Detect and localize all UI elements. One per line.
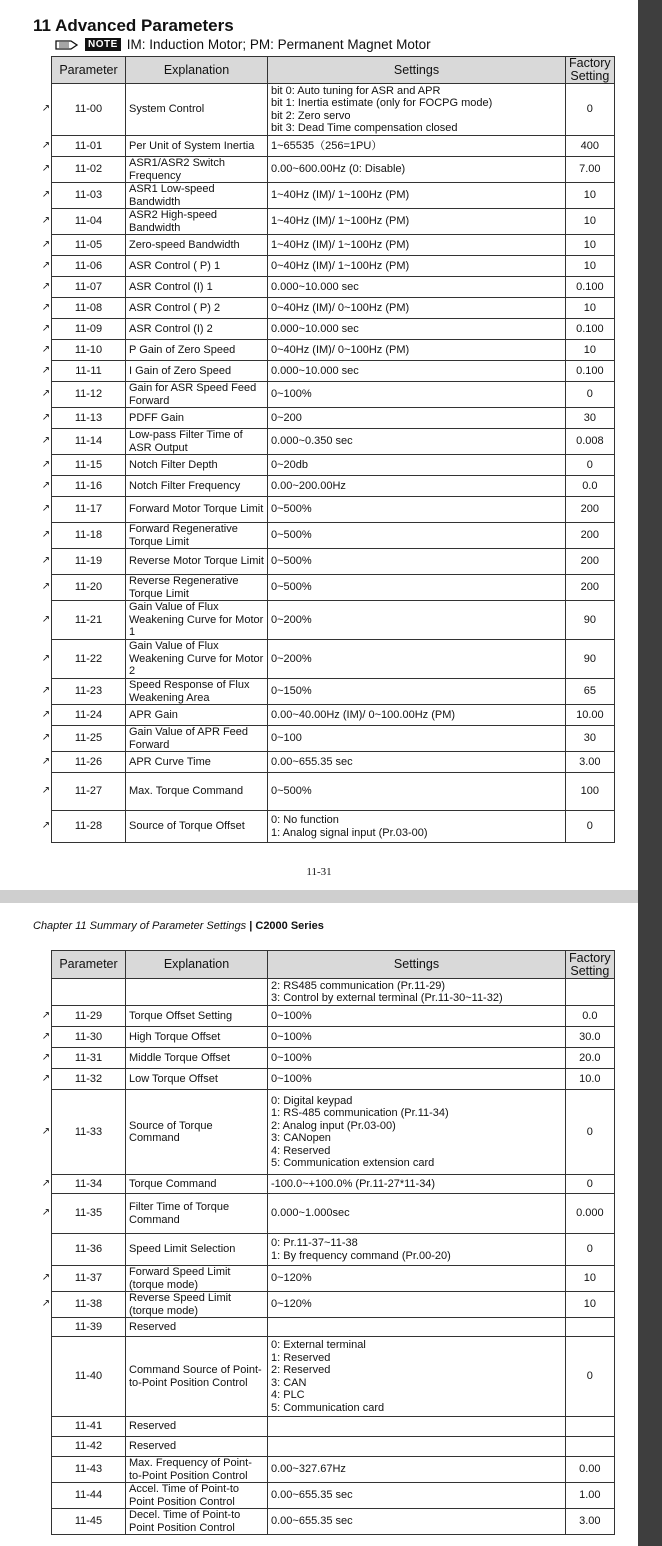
col-header-explanation: Explanation (126, 57, 268, 84)
factory-setting-cell: 10 (566, 1292, 615, 1318)
table-row (52, 256, 615, 277)
header-chapter: Chapter 11 Summary of Parameter Settings (33, 920, 247, 932)
settings-cell: 0~40Hz (IM)/ 1~100Hz (PM) (268, 256, 566, 277)
factory-setting-cell (566, 1318, 615, 1337)
factory-setting-cell: 10 (566, 256, 615, 277)
factory-setting-cell: 0.008 (566, 429, 615, 455)
param-cell: 11-28 (52, 811, 126, 843)
settings-cell: -100.0~+100.0% (Pr.11-27*11-34) (268, 1175, 566, 1194)
editable-while-running-icon: ↗ (41, 364, 51, 376)
param-cell: 11-26 (52, 752, 126, 773)
explanation-cell: I Gain of Zero Speed (126, 361, 268, 382)
param-cell: 11-02 (52, 157, 126, 183)
editable-while-running-icon: ↗ (41, 1298, 51, 1309)
explanation-cell: Command Source of Point-to-Point Position Control (126, 1337, 268, 1417)
editable-while-running-icon: ↗ (41, 301, 51, 313)
factory-setting-cell: 0.0 (566, 476, 615, 497)
page-number: 11-31 (306, 866, 332, 878)
factory-setting-cell: 10 (566, 183, 615, 209)
factory-setting-cell: 10 (566, 1266, 615, 1292)
factory-setting-cell: 10.00 (566, 705, 615, 726)
factory-setting-cell: 100 (566, 773, 615, 811)
editable-while-running-icon: ↗ (41, 435, 51, 446)
editable-while-running-icon: ↗ (41, 343, 51, 355)
settings-cell: 0.000~10.000 sec (268, 319, 566, 340)
explanation-cell: Reserved (126, 1318, 268, 1337)
settings-cell: 0~500% (268, 773, 566, 811)
factory-setting-cell: 0.0 (566, 1006, 615, 1027)
explanation-cell: APR Gain (126, 705, 268, 726)
table-row (52, 679, 615, 705)
settings-cell: 1~40Hz (IM)/ 1~100Hz (PM) (268, 183, 566, 209)
explanation-cell: Gain Value of APR Feed Forward (126, 726, 268, 752)
param-cell: 11-37 (52, 1266, 126, 1292)
settings-cell: 0~100% (268, 1027, 566, 1048)
table-row (52, 340, 615, 361)
table-row (52, 752, 615, 773)
editable-while-running-icon: ↗ (41, 1030, 51, 1042)
factory-setting-cell: 0.000 (566, 1194, 615, 1234)
factory-setting-cell: 0.100 (566, 319, 615, 340)
settings-cell: 0~120% (268, 1266, 566, 1292)
factory-setting-cell: 0 (566, 455, 615, 476)
table-row (52, 1234, 615, 1266)
table-row (52, 1437, 615, 1457)
col-header-factory-setting: Factory Setting (566, 57, 615, 84)
param-cell: 11-29 (52, 1006, 126, 1027)
table-row (52, 1483, 615, 1509)
explanation-cell: Gain Value of Flux Weakening Curve for Motor 1 (126, 601, 268, 640)
factory-setting-cell: 90 (566, 640, 615, 679)
settings-cell: 0: No function 1: Analog signal input (Pr.03-00) (268, 811, 566, 843)
factory-setting-cell: 65 (566, 679, 615, 705)
param-cell: 11-10 (52, 340, 126, 361)
explanation-cell: ASR Control ( P) 1 (126, 256, 268, 277)
settings-cell: 0.00~327.67Hz (268, 1457, 566, 1483)
running-header (33, 920, 324, 932)
explanation-cell: Accel. Time of Point-to Point Position Control (126, 1483, 268, 1509)
param-cell: 11-21 (52, 601, 126, 640)
note-label: NOTE (85, 38, 121, 51)
explanation-cell: Source of Torque Offset (126, 811, 268, 843)
editable-while-running-icon: ↗ (41, 652, 51, 664)
col-header-explanation: Explanation (126, 951, 268, 979)
table-row (52, 1509, 615, 1535)
explanation-cell: Speed Limit Selection (126, 1234, 268, 1266)
table-row (52, 549, 615, 575)
param-cell: 11-04 (52, 209, 126, 235)
table-row (52, 1266, 615, 1292)
table-row (52, 811, 615, 843)
explanation-cell: Reserved (126, 1437, 268, 1457)
explanation-cell: Reverse Regenerative Torque Limit (126, 575, 268, 601)
table-row (52, 773, 615, 811)
factory-setting-cell: 0 (566, 382, 615, 408)
factory-setting-cell (566, 979, 615, 1006)
param-cell: 11-35 (52, 1194, 126, 1234)
settings-cell: 0.000~10.000 sec (268, 361, 566, 382)
explanation-cell: ASR1/ASR2 Switch Frequency (126, 157, 268, 183)
editable-while-running-icon: ↗ (41, 388, 51, 399)
settings-cell (268, 1437, 566, 1457)
settings-cell: 0~20db (268, 455, 566, 476)
param-cell: 11-36 (52, 1234, 126, 1266)
editable-while-running-icon: ↗ (41, 581, 51, 592)
settings-cell (268, 1417, 566, 1437)
explanation-cell: Notch Filter Depth (126, 455, 268, 476)
col-header-settings: Settings (268, 951, 566, 979)
param-cell: 11-16 (52, 476, 126, 497)
editable-while-running-icon: ↗ (41, 1207, 51, 1218)
col-header-parameter: Parameter (52, 57, 126, 84)
factory-setting-cell: 0 (566, 811, 615, 843)
factory-setting-cell: 0.100 (566, 361, 615, 382)
factory-setting-cell: 0 (566, 1337, 615, 1417)
table-row (52, 1006, 615, 1027)
table-row (52, 1069, 615, 1090)
factory-setting-cell: 0 (566, 84, 615, 136)
table-row (52, 979, 615, 1006)
table-row (52, 84, 615, 136)
editable-while-running-icon: ↗ (41, 503, 51, 514)
table-row (52, 1027, 615, 1048)
factory-setting-cell: 0 (566, 1175, 615, 1194)
settings-cell: 1~40Hz (IM)/ 1~100Hz (PM) (268, 209, 566, 235)
settings-cell: 0~40Hz (IM)/ 0~100Hz (PM) (268, 340, 566, 361)
table-row (52, 1090, 615, 1175)
table-row (52, 1457, 615, 1483)
param-cell: 11-23 (52, 679, 126, 705)
editable-while-running-icon: ↗ (41, 820, 51, 831)
settings-cell: 0~150% (268, 679, 566, 705)
editable-while-running-icon: ↗ (41, 1072, 51, 1084)
table-row (52, 429, 615, 455)
table-row (52, 523, 615, 549)
table-row (52, 476, 615, 497)
factory-setting-cell (566, 1437, 615, 1457)
factory-setting-cell: 0 (566, 1090, 615, 1175)
settings-cell: 0: Digital keypad 1: RS-485 communication (Pr.11-34) 2: Analog input (Pr.03-00) 3: CANopen 4: Reserved 5: Communication extension card (268, 1090, 566, 1175)
col-header-settings: Settings (268, 57, 566, 84)
table-row (52, 455, 615, 476)
table-row (52, 157, 615, 183)
factory-setting-cell: 10 (566, 298, 615, 319)
settings-cell: 0.000~1.000sec (268, 1194, 566, 1234)
explanation-cell: Source of Torque Command (126, 1090, 268, 1175)
settings-cell: 0: Pr.11-37~11-38 1: By frequency command (Pr.00-20) (268, 1234, 566, 1266)
explanation-cell: Forward Motor Torque Limit (126, 497, 268, 523)
param-cell: 11-24 (52, 705, 126, 726)
editable-while-running-icon: ↗ (41, 479, 51, 491)
param-cell: 11-01 (52, 136, 126, 157)
settings-cell: 0~500% (268, 549, 566, 575)
factory-setting-cell: 200 (566, 497, 615, 523)
editable-while-running-icon: ↗ (41, 755, 51, 767)
table-row (52, 1318, 615, 1337)
editable-while-running-icon: ↗ (41, 103, 51, 114)
param-cell: 11-32 (52, 1069, 126, 1090)
settings-cell: 0~100% (268, 382, 566, 408)
explanation-cell: Gain Value of Flux Weakening Curve for Motor 2 (126, 640, 268, 679)
editable-while-running-icon: ↗ (41, 1125, 51, 1137)
explanation-cell: Filter Time of Torque Command (126, 1194, 268, 1234)
param-cell: 11-42 (52, 1437, 126, 1457)
explanation-cell: Gain for ASR Speed Feed Forward (126, 382, 268, 408)
settings-cell: 2: RS485 communication (Pr.11-29) 3: Control by external terminal (Pr.11-30~11-32) (268, 979, 566, 1006)
settings-cell: 1~40Hz (IM)/ 1~100Hz (PM) (268, 235, 566, 256)
header-separator: | (246, 920, 256, 932)
settings-cell: 0~200% (268, 601, 566, 640)
settings-cell: 0~200 (268, 408, 566, 429)
editable-while-running-icon: ↗ (41, 163, 51, 174)
settings-cell: 0.00~655.35 sec (268, 752, 566, 773)
settings-cell: 0.00~200.00Hz (268, 476, 566, 497)
explanation-cell: High Torque Offset (126, 1027, 268, 1048)
param-cell: 11-41 (52, 1417, 126, 1437)
param-cell: 11-00 (52, 84, 126, 136)
param-cell: 11-12 (52, 382, 126, 408)
param-cell: 11-11 (52, 361, 126, 382)
explanation-cell: Reserved (126, 1417, 268, 1437)
factory-setting-cell: 10 (566, 340, 615, 361)
settings-cell: 0~100% (268, 1069, 566, 1090)
header-series: C2000 Series (255, 920, 324, 932)
editable-while-running-icon: ↗ (41, 1009, 51, 1021)
explanation-cell: P Gain of Zero Speed (126, 340, 268, 361)
table-row (52, 235, 615, 256)
editable-while-running-icon: ↗ (41, 613, 51, 625)
editable-while-running-icon: ↗ (41, 529, 51, 540)
editable-while-running-icon: ↗ (41, 259, 51, 271)
factory-setting-cell: 30.0 (566, 1027, 615, 1048)
settings-cell: 0~500% (268, 523, 566, 549)
table-row (52, 705, 615, 726)
param-cell: 11-03 (52, 183, 126, 209)
factory-setting-cell: 20.0 (566, 1048, 615, 1069)
settings-cell: 0~100% (268, 1006, 566, 1027)
table-row (52, 136, 615, 157)
factory-setting-cell: 10.0 (566, 1069, 615, 1090)
param-cell: 11-07 (52, 277, 126, 298)
editable-while-running-icon: ↗ (41, 685, 51, 696)
explanation-cell: ASR Control (I) 2 (126, 319, 268, 340)
table-row (52, 1417, 615, 1437)
note-text: IM: Induction Motor; PM: Permanent Magnet Motor (126, 37, 431, 52)
editable-while-running-icon: ↗ (41, 708, 51, 720)
editable-while-running-icon: ↗ (41, 1272, 51, 1283)
explanation-cell: Reverse Speed Limit (torque mode) (126, 1292, 268, 1318)
settings-cell: 0.00~600.00Hz (0: Disable) (268, 157, 566, 183)
param-cell: 11-40 (52, 1337, 126, 1417)
param-cell: 11-43 (52, 1457, 126, 1483)
param-cell: 11-22 (52, 640, 126, 679)
table-row (52, 183, 615, 209)
table-row (52, 382, 615, 408)
page-gap (0, 890, 662, 903)
section-title: 11 Advanced Parameters (33, 16, 234, 35)
settings-cell (268, 1318, 566, 1337)
table-row (52, 1337, 615, 1417)
table-row (52, 408, 615, 429)
settings-cell: 0.00~655.35 sec (268, 1509, 566, 1535)
table-row (52, 1194, 615, 1234)
table-row (52, 726, 615, 752)
explanation-cell (126, 979, 268, 1006)
param-cell: 11-38 (52, 1292, 126, 1318)
explanation-cell: Per Unit of System Inertia (126, 136, 268, 157)
factory-setting-cell: 7.00 (566, 157, 615, 183)
table-row (52, 1175, 615, 1194)
parameter-table-2 (51, 950, 615, 1535)
editable-while-running-icon: ↗ (41, 215, 51, 226)
table-row (52, 1292, 615, 1318)
editable-while-running-icon: ↗ (41, 785, 51, 796)
factory-setting-cell: 30 (566, 726, 615, 752)
settings-cell: 0~100 (268, 726, 566, 752)
factory-setting-cell: 3.00 (566, 752, 615, 773)
settings-cell: 0~100% (268, 1048, 566, 1069)
param-cell: 11-25 (52, 726, 126, 752)
explanation-cell: Max. Torque Command (126, 773, 268, 811)
param-cell: 11-44 (52, 1483, 126, 1509)
settings-cell: 0~500% (268, 575, 566, 601)
table-row (52, 601, 615, 640)
viewer-scrollbar-track[interactable] (638, 0, 662, 1546)
param-cell: 11-27 (52, 773, 126, 811)
factory-setting-cell: 1.00 (566, 1483, 615, 1509)
table-row (52, 319, 615, 340)
table-row (52, 640, 615, 679)
factory-setting-cell (566, 1417, 615, 1437)
param-cell (52, 979, 126, 1006)
explanation-cell: ASR1 Low-speed Bandwidth (126, 183, 268, 209)
factory-setting-cell: 200 (566, 575, 615, 601)
factory-setting-cell: 0 (566, 1234, 615, 1266)
factory-setting-cell: 0.00 (566, 1457, 615, 1483)
explanation-cell: APR Curve Time (126, 752, 268, 773)
param-cell: 11-08 (52, 298, 126, 319)
param-cell: 11-45 (52, 1509, 126, 1535)
settings-cell: 0~500% (268, 497, 566, 523)
editable-while-running-icon: ↗ (41, 189, 51, 200)
editable-while-running-icon: ↗ (41, 139, 51, 151)
factory-setting-cell: 400 (566, 136, 615, 157)
explanation-cell: Forward Regenerative Torque Limit (126, 523, 268, 549)
explanation-cell: Reverse Motor Torque Limit (126, 549, 268, 575)
param-cell: 11-17 (52, 497, 126, 523)
editable-while-running-icon: ↗ (41, 322, 51, 334)
explanation-cell: Low Torque Offset (126, 1069, 268, 1090)
editable-while-running-icon: ↗ (41, 555, 51, 566)
explanation-cell: Low-pass Filter Time of ASR Output (126, 429, 268, 455)
factory-setting-cell: 10 (566, 209, 615, 235)
table-row (52, 1048, 615, 1069)
param-cell: 11-15 (52, 455, 126, 476)
editable-while-running-icon: ↗ (41, 732, 51, 743)
param-cell: 11-05 (52, 235, 126, 256)
explanation-cell: Speed Response of Flux Weakening Area (126, 679, 268, 705)
param-cell: 11-34 (52, 1175, 126, 1194)
param-cell: 11-33 (52, 1090, 126, 1175)
param-cell: 11-30 (52, 1027, 126, 1048)
param-cell: 11-31 (52, 1048, 126, 1069)
param-cell: 11-19 (52, 549, 126, 575)
factory-setting-cell: 30 (566, 408, 615, 429)
col-header-factory-setting: Factory Setting (566, 951, 615, 979)
editable-while-running-icon: ↗ (41, 458, 51, 470)
table-row (52, 361, 615, 382)
explanation-cell: Torque Offset Setting (126, 1006, 268, 1027)
param-cell: 11-14 (52, 429, 126, 455)
explanation-cell: PDFF Gain (126, 408, 268, 429)
factory-setting-cell: 90 (566, 601, 615, 640)
explanation-cell: Zero-speed Bandwidth (126, 235, 268, 256)
param-cell: 11-13 (52, 408, 126, 429)
factory-setting-cell: 200 (566, 523, 615, 549)
explanation-cell: Decel. Time of Point-to Point Position Control (126, 1509, 268, 1535)
settings-cell: 0.000~0.350 sec (268, 429, 566, 455)
explanation-cell: Middle Torque Offset (126, 1048, 268, 1069)
table-row (52, 575, 615, 601)
settings-cell: 0.00~655.35 sec (268, 1483, 566, 1509)
settings-cell: 0~120% (268, 1292, 566, 1318)
param-cell: 11-09 (52, 319, 126, 340)
table-row (52, 298, 615, 319)
param-cell: 11-20 (52, 575, 126, 601)
settings-cell: 0.00~40.00Hz (IM)/ 0~100.00Hz (PM) (268, 705, 566, 726)
explanation-cell: Max. Frequency of Point-to-Point Position Control (126, 1457, 268, 1483)
settings-cell: 0~40Hz (IM)/ 0~100Hz (PM) (268, 298, 566, 319)
editable-while-running-icon: ↗ (41, 238, 51, 250)
explanation-cell: ASR Control (I) 1 (126, 277, 268, 298)
table-row (52, 277, 615, 298)
explanation-cell: ASR2 High-speed Bandwidth (126, 209, 268, 235)
param-cell: 11-06 (52, 256, 126, 277)
col-header-parameter: Parameter (52, 951, 126, 979)
note-icon (55, 39, 79, 51)
settings-cell: bit 0: Auto tuning for ASR and APR bit 1: Inertia estimate (only for FOCPG mode) bit 2: Zero servo bit 3: Dead Time compensation closed (268, 84, 566, 136)
explanation-cell: Torque Command (126, 1175, 268, 1194)
note-line (55, 37, 431, 52)
explanation-cell: Notch Filter Frequency (126, 476, 268, 497)
factory-setting-cell: 10 (566, 235, 615, 256)
table-row (52, 497, 615, 523)
parameter-table-1 (51, 56, 615, 843)
explanation-cell: ASR Control ( P) 2 (126, 298, 268, 319)
explanation-cell: Forward Speed Limit (torque mode) (126, 1266, 268, 1292)
editable-while-running-icon: ↗ (41, 1177, 51, 1189)
editable-while-running-icon: ↗ (41, 411, 51, 423)
settings-cell: 0: External terminal 1: Reserved 2: Reserved 3: CAN 4: PLC 5: Communication card (268, 1337, 566, 1417)
settings-cell: 0~200% (268, 640, 566, 679)
factory-setting-cell: 3.00 (566, 1509, 615, 1535)
editable-while-running-icon: ↗ (41, 1051, 51, 1063)
settings-cell: 1~65535（256=1PU） (268, 136, 566, 157)
explanation-cell: System Control (126, 84, 268, 136)
settings-cell: 0.000~10.000 sec (268, 277, 566, 298)
factory-setting-cell: 0.100 (566, 277, 615, 298)
factory-setting-cell: 200 (566, 549, 615, 575)
editable-while-running-icon: ↗ (41, 280, 51, 292)
param-cell: 11-39 (52, 1318, 126, 1337)
table-row (52, 209, 615, 235)
param-cell: 11-18 (52, 523, 126, 549)
